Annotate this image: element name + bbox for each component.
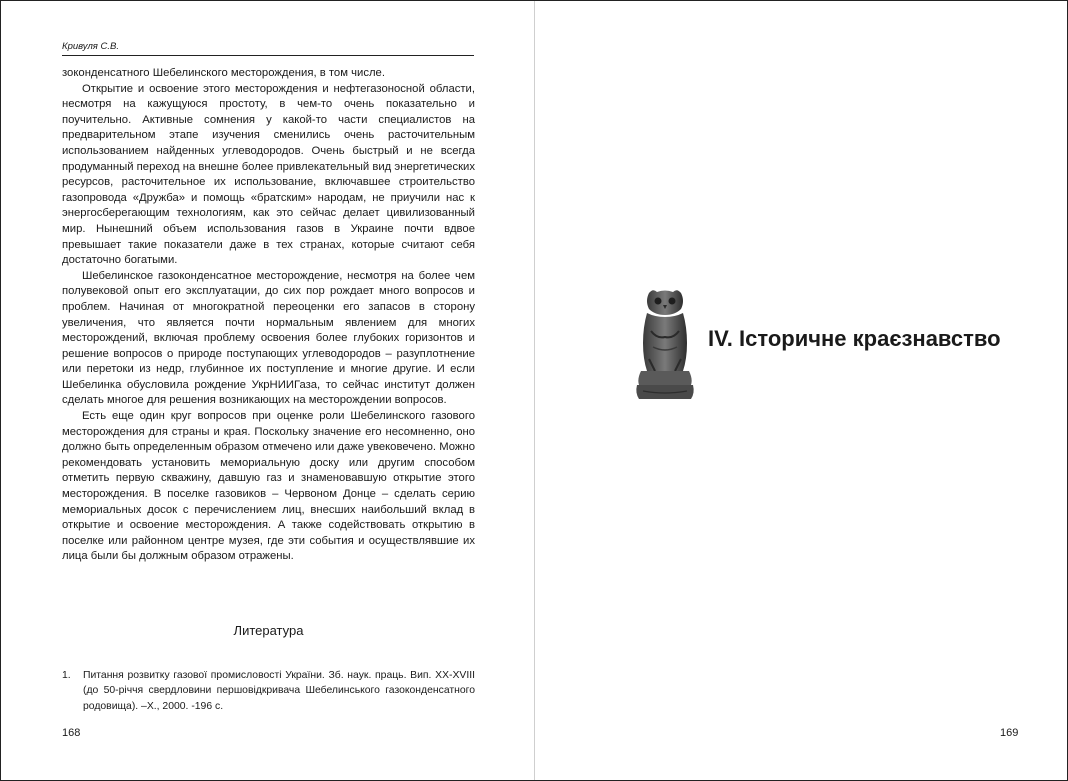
- right-page: [535, 1, 1067, 780]
- paragraph: Шебелинское газоконденсатное месторождение, несмотря на более чем полувековой опыт его эксплуатации, до сих пор рождает много вопросов и проблем. Начиная от многократной переоценки его запасов в сторону увеличения, что является почти нормальным явлением для многих месторождений, включая проблему освоения более глубоких горизонтов и решение вопросов о природе поступающих углеводородов – разуплотнение или перетоки из недр, глубинное их поступление и многие другие. И если Шебелинка обусловила рождение УкрНИИГаза, то сейчас институт должен сделать многое для решения возникающих на месторождении вопросов.: [62, 269, 475, 407]
- page-number-right: 169: [1000, 727, 1019, 739]
- page-number-left: 168: [62, 727, 81, 739]
- stone-idol-image: [635, 287, 695, 403]
- paragraph: Открытие и освоение этого месторождения и нефтегазоносной области, несмотря на кажущуюся простоту, в чем-то очень показательно и поучительно. Активные сомнения у какой-то части специалистов на предварительном этапе изучения сменились очень расточительным использованием найденных углеводородов. Очень быстрый и не всегда продуманный переход на внешне более привлекательный вид энергетических ресурсов, расточительное их использование, включавшее строительство газопровода «Дружба» и помощь «братским» народам, не приучили нас к энергосберегающим технологиям, как это сейчас делает цивилизованный мир. Нынешний объем использования газов в Украине почти вдвое превышает такие показатели даже в тех странах, которые считают себя достаточно богатыми.: [62, 82, 475, 267]
- paragraph: Есть еще один круг вопросов при оценке роли Шебелинского газового месторождения для страны и края. Поскольку значение его несомненно, оно должно быть определенным образом отмечено или даже увековечено. Можно рекомендовать установить мемориальную доску или другим способом отметить первую скважину, давшую газ и знаменовавшую открытие этого месторождения. В поселке газовиков – Червоном Донце – сделать серию мемориальных досок с перечислением лиц, внесших наибольший вклад в открытие и освоение месторождения. А также содействовать открытию в поселке или районном центре музея, где эти события и осуществлявшие их лица были бы должным образом отражены.: [62, 410, 475, 563]
- reference-item: [62, 668, 475, 714]
- section-title: IV. Історичне краєзнавство: [708, 326, 1001, 351]
- paragraph-continuation: зоконденсатного Шебелинского месторождения, в том числе.: [62, 67, 385, 79]
- literature-heading: Литература: [233, 623, 304, 638]
- body-text: [62, 66, 475, 565]
- left-page: [1, 1, 534, 780]
- reference-list: [62, 668, 475, 714]
- running-head: Кривуля С.В.: [62, 41, 474, 56]
- reference-number: 1.: [62, 670, 71, 681]
- reference-text: Питання розвитку газової промисловості України. Зб. наук. праць. Вип. ХХ-ХVIII (до 50-річчя свердловини першовідкривача Шебелинського газоконденсатного родовища). –Х., 2000. -196 с.: [83, 670, 475, 712]
